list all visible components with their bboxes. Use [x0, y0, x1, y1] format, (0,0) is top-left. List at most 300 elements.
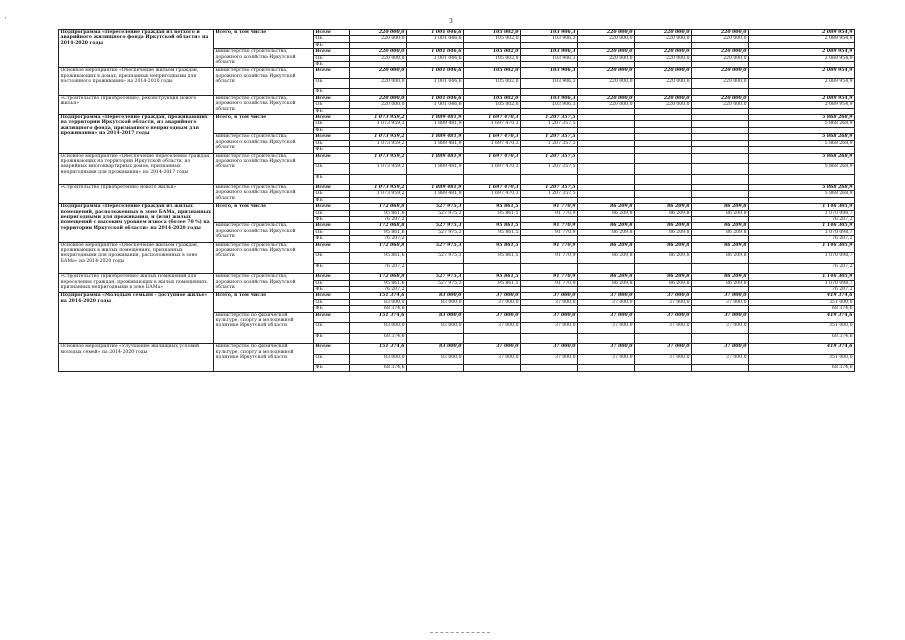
table-row [59, 242, 855, 253]
total-amount-cell: 5 868 268,9 [749, 140, 855, 146]
program-name-cell: Основное мероприятие «Обеспечение переселения граждан, проживающих на территории Иркутской области, из аварийных многоквартирных домов, признанных непригодными для проживания» на 2014-2017 годы [59, 153, 214, 185]
year-amount-cell: 220 000,0 [350, 102, 407, 108]
year-amount-cell: 1 001 046,6 [407, 55, 464, 61]
program-name-cell: Подпрограмма «Переселение граждан из жилых помещений, расположенных в зоне БАМа, признанных непригодными для проживания, и (или) жилых помещений с высоким уровнем износа (более 70 %) на территории Иркутской области» на 2014-2020 годы [59, 204, 214, 242]
funding-source-cell: ФБ [314, 42, 350, 48]
year-amount-cell: 220 000,0 [692, 78, 749, 89]
year-amount-cell: 220 000,0 [578, 102, 635, 108]
year-amount-cell: 220 000,0 [635, 36, 692, 42]
year-amount-cell: 91 770,9 [521, 223, 578, 229]
funding-source-cell: ФБ [314, 286, 350, 292]
year-amount-cell: 527 975,3 [407, 242, 464, 253]
year-amount-cell: 1 207 357,5 [521, 153, 578, 164]
table-row [59, 274, 855, 280]
year-amount-cell: 37 000,0 [635, 293, 692, 299]
funding-source-cell: ОБ [314, 191, 350, 197]
program-name-cell: Подпрограмма «Переселение граждан, проживающих на территории Иркутской области, из аварийного жилищного фонда, признанного непригодным для проживания» на 2014-2017 годы [59, 115, 214, 153]
year-amount-cell: 86 209,8 [578, 223, 635, 229]
year-amount-cell [464, 263, 521, 274]
year-amount-cell: 86 209,8 [692, 274, 749, 280]
total-amount-cell: 2 089 954,9 [749, 68, 855, 79]
year-amount-cell: 220 000,0 [578, 55, 635, 61]
funding-source-cell: ФБ [314, 306, 350, 312]
year-amount-cell: 1 207 357,5 [521, 134, 578, 140]
year-amount-cell [464, 333, 521, 344]
year-amount-cell: 220 000,0 [692, 102, 749, 108]
year-amount-cell: 37 000,0 [578, 312, 635, 323]
year-amount-cell: 86 209,8 [692, 242, 749, 253]
year-amount-cell: 37 000,0 [635, 312, 692, 323]
funding-source-cell: Всего [314, 115, 350, 121]
responsible-executor-cell: министерство строительства, дорожного хозяйства Иркутской области [214, 274, 314, 293]
year-amount-cell: 220 000,0 [692, 36, 749, 42]
year-amount-cell: 103 906,3 [521, 95, 578, 101]
year-amount-cell: 91 770,9 [521, 274, 578, 280]
year-amount-cell: 37 000,0 [635, 323, 692, 334]
year-amount-cell: 1 001 046,6 [407, 102, 464, 108]
year-amount-cell: 37 000,0 [521, 312, 578, 323]
year-amount-cell: 76 207,2 [350, 263, 407, 274]
year-amount-cell: 86 209,8 [692, 204, 749, 210]
year-amount-cell: 105 002,0 [464, 95, 521, 101]
table-row [59, 68, 855, 79]
year-amount-cell: 83 000,0 [407, 299, 464, 305]
year-amount-cell: 220 000,0 [578, 30, 635, 36]
year-amount-cell: 37 000,0 [464, 293, 521, 299]
year-amount-cell: 1 073 959,2 [350, 134, 407, 140]
year-amount-cell [578, 263, 635, 274]
year-amount-cell: 1 889 481,9 [407, 191, 464, 197]
year-amount-cell: 220 000,0 [350, 49, 407, 55]
year-amount-cell: 220 000,0 [350, 78, 407, 89]
funding-source-cell: Всего [314, 95, 350, 101]
year-amount-cell: 37 000,0 [692, 344, 749, 355]
year-amount-cell [578, 174, 635, 185]
funding-source-cell: Всего [314, 204, 350, 210]
funding-source-cell: Всего [314, 242, 350, 253]
year-amount-cell [521, 263, 578, 274]
year-amount-cell: 91 770,9 [521, 229, 578, 235]
funding-source-cell: Всего [314, 49, 350, 55]
year-amount-cell: 95 861,5 [464, 253, 521, 264]
year-amount-cell: 1 697 470,3 [464, 191, 521, 197]
funding-source-cell: ФБ [314, 263, 350, 274]
year-amount-cell: 95 861,6 [350, 229, 407, 235]
total-amount-cell: 5 868 268,9 [749, 185, 855, 191]
program-name-cell: «Строительство (приобретение) нового жилья» [59, 185, 214, 204]
year-amount-cell: 1 889 481,9 [407, 164, 464, 175]
year-amount-cell: 91 770,9 [521, 204, 578, 210]
total-amount-cell: 351 000,0 [749, 299, 855, 305]
year-amount-cell: 83 000,0 [407, 354, 464, 365]
year-amount-cell: 1 001 046,6 [407, 95, 464, 101]
year-amount-cell: 220 000,0 [635, 68, 692, 79]
year-amount-cell: 37 000,0 [578, 323, 635, 334]
year-amount-cell [635, 164, 692, 175]
year-amount-cell: 151 374,6 [350, 344, 407, 355]
year-amount-cell: 220 000,0 [350, 30, 407, 36]
total-amount-cell [749, 174, 855, 185]
funding-source-cell: Всего [314, 30, 350, 36]
year-amount-cell: 91 770,9 [521, 280, 578, 286]
year-amount-cell [635, 263, 692, 274]
program-name-cell: Основное мероприятие «Обеспечение жильем граждан, проживающих в домах, признанных непригодными для постоянного проживания» на 2014-2020 годы [59, 68, 214, 95]
year-amount-cell: 1 697 470,3 [464, 185, 521, 191]
year-amount-cell: 86 209,8 [578, 253, 635, 264]
year-amount-cell: 1 001 046,6 [407, 49, 464, 55]
scan-footer-mark [430, 632, 490, 634]
year-amount-cell: 103 906,3 [521, 49, 578, 55]
responsible-executor-cell: министерство строительства, дорожного хозяйства Иркутской области [214, 49, 314, 68]
budget-table [58, 29, 855, 372]
table-row [59, 204, 855, 210]
scan-mark: ' [5, 17, 7, 24]
total-amount-cell: 419 374,6 [749, 312, 855, 323]
year-amount-cell: 220 000,0 [692, 49, 749, 55]
year-amount-cell: 86 209,8 [635, 210, 692, 216]
year-amount-cell: 1 697 470,3 [464, 140, 521, 146]
year-amount-cell: 151 374,6 [350, 312, 407, 323]
responsible-executor-cell: министерство строительства, дорожного хозяйства Иркутской области [214, 242, 314, 274]
total-amount-cell: 76 207,2 [749, 286, 855, 292]
funding-source-cell: ФБ [314, 127, 350, 133]
total-amount-cell: 76 207,2 [749, 263, 855, 274]
year-amount-cell: 1 697 470,3 [464, 134, 521, 140]
year-amount-cell: 86 209,8 [692, 223, 749, 229]
year-amount-cell [692, 174, 749, 185]
year-amount-cell [635, 174, 692, 185]
year-amount-cell: 76 207,2 [350, 286, 407, 292]
year-amount-cell: 86 209,8 [635, 242, 692, 253]
year-amount-cell: 1 207 357,5 [521, 191, 578, 197]
year-amount-cell: 527 975,3 [407, 280, 464, 286]
year-amount-cell: 1 001 046,6 [407, 30, 464, 36]
total-amount-cell: 2 089 954,9 [749, 95, 855, 101]
funding-source-cell: ОБ [314, 299, 350, 305]
funding-source-cell: ФБ [314, 197, 350, 203]
year-amount-cell: 37 000,0 [464, 299, 521, 305]
year-amount-cell: 91 770,9 [521, 210, 578, 216]
year-amount-cell: 220 000,0 [635, 55, 692, 61]
year-amount-cell: 37 000,0 [521, 354, 578, 365]
year-amount-cell: 105 002,0 [464, 78, 521, 89]
funding-source-cell: ФБ [314, 333, 350, 344]
responsible-executor-cell: министерство строительства, дорожного хозяйства Иркутской области [214, 153, 314, 185]
year-amount-cell: 220 000,0 [635, 95, 692, 101]
year-amount-cell: 1 207 357,5 [521, 140, 578, 146]
year-amount-cell [692, 164, 749, 175]
funding-source-cell: ОБ [314, 78, 350, 89]
year-amount-cell: 86 209,8 [692, 253, 749, 264]
total-amount-cell: 5 868 268,9 [749, 164, 855, 175]
funding-source-cell: Всего [314, 312, 350, 323]
year-amount-cell: 220 000,0 [578, 68, 635, 79]
year-amount-cell: 37 000,0 [635, 354, 692, 365]
year-amount-cell: 527 975,3 [407, 210, 464, 216]
year-amount-cell: 37 000,0 [521, 299, 578, 305]
total-amount-cell: 5 868 268,9 [749, 115, 855, 121]
year-amount-cell: 83 000,0 [350, 323, 407, 334]
responsible-executor-cell: Всего, в том числе [214, 293, 314, 312]
year-amount-cell: 220 000,0 [635, 49, 692, 55]
program-name-cell: Подпрограмма «Молодым семьям - доступное жилье» на 2014-2020 годы [59, 293, 214, 344]
year-amount-cell: 95 861,5 [464, 204, 521, 210]
total-amount-cell: 68 374,6 [749, 333, 855, 344]
table-row [59, 293, 855, 299]
year-amount-cell: 220 000,0 [350, 36, 407, 42]
year-amount-cell: 220 000,0 [635, 78, 692, 89]
year-amount-cell: 1 889 481,9 [407, 185, 464, 191]
year-amount-cell: 1 889 481,9 [407, 121, 464, 127]
year-amount-cell: 1 889 481,9 [407, 134, 464, 140]
funding-source-cell: ОБ [314, 121, 350, 127]
funding-source-cell: ФБ [314, 174, 350, 185]
year-amount-cell: 95 861,5 [464, 210, 521, 216]
year-amount-cell: 1 073 959,2 [350, 185, 407, 191]
funding-source-cell: ФБ [314, 236, 350, 242]
table-row [59, 344, 855, 355]
funding-source-cell: Всего [314, 344, 350, 355]
year-amount-cell [635, 153, 692, 164]
program-name-cell: Основное мероприятие «Улучшение жилищных условий молодых семей» на 2014-2020 годы [59, 344, 214, 371]
year-amount-cell [578, 153, 635, 164]
program-name-cell: Подпрограмма «Переселение граждан из ветхого и аварийного жилищного фонда Иркутской области» на 2014-2020 годы [59, 30, 214, 68]
responsible-executor-cell: министерство по физической культуре, спорту и молодежной политике Иркутской области [214, 344, 314, 371]
year-amount-cell: 172 068,8 [350, 274, 407, 280]
year-amount-cell [407, 263, 464, 274]
year-amount-cell: 1 697 470,3 [464, 164, 521, 175]
year-amount-cell: 95 861,6 [350, 280, 407, 286]
funding-source-cell: ОБ [314, 55, 350, 61]
year-amount-cell: 86 209,8 [578, 204, 635, 210]
responsible-executor-cell: Всего, в том числе [214, 115, 314, 134]
total-amount-cell: 2 089 954,9 [749, 36, 855, 42]
total-amount-cell: 419 374,6 [749, 293, 855, 299]
funding-source-cell: ФБ [314, 62, 350, 68]
funding-source-cell: ФБ [314, 365, 350, 371]
year-amount-cell: 527 975,3 [407, 253, 464, 264]
year-amount-cell: 172 068,8 [350, 223, 407, 229]
funding-source-cell: ОБ [314, 164, 350, 175]
year-amount-cell: 86 209,8 [578, 242, 635, 253]
year-amount-cell: 1 697 470,3 [464, 121, 521, 127]
year-amount-cell: 105 002,0 [464, 55, 521, 61]
year-amount-cell: 37 000,0 [578, 299, 635, 305]
total-amount-cell: 351 000,0 [749, 354, 855, 365]
total-amount-cell: 76 207,2 [749, 217, 855, 223]
total-amount-cell: 2 089 954,9 [749, 30, 855, 36]
total-amount-cell: 1 146 305,9 [749, 223, 855, 229]
funding-source-cell: Всего [314, 223, 350, 229]
year-amount-cell: 103 906,3 [521, 30, 578, 36]
year-amount-cell: 86 209,8 [635, 274, 692, 280]
year-amount-cell [407, 365, 464, 371]
year-amount-cell: 95 861,5 [464, 223, 521, 229]
total-amount-cell: 2 089 954,9 [749, 102, 855, 108]
total-amount-cell: 68 374,6 [749, 306, 855, 312]
year-amount-cell: 86 209,8 [635, 280, 692, 286]
year-amount-cell: 1 073 959,2 [350, 153, 407, 164]
year-amount-cell: 86 209,8 [692, 280, 749, 286]
year-amount-cell [692, 333, 749, 344]
year-amount-cell: 1 073 959,2 [350, 164, 407, 175]
year-amount-cell: 527 975,3 [407, 274, 464, 280]
total-amount-cell: 1 070 098,7 [749, 210, 855, 216]
total-amount-cell: 68 374,6 [749, 365, 855, 371]
year-amount-cell: 151 374,6 [350, 293, 407, 299]
funding-source-cell: Всего [314, 274, 350, 280]
table-row [59, 30, 855, 36]
year-amount-cell: 37 000,0 [464, 344, 521, 355]
total-amount-cell: 1 146 305,9 [749, 274, 855, 280]
year-amount-cell: 83 000,0 [350, 299, 407, 305]
program-name-cell: «Строительство (приобретение), реконструкция нового жилья» [59, 95, 214, 114]
year-amount-cell: 37 000,0 [692, 323, 749, 334]
year-amount-cell: 220 000,0 [578, 78, 635, 89]
year-amount-cell: 103 906,3 [521, 68, 578, 79]
responsible-executor-cell: Всего, в том числе [214, 204, 314, 223]
year-amount-cell: 86 209,8 [635, 253, 692, 264]
year-amount-cell: 76 207,2 [350, 236, 407, 242]
year-amount-cell [692, 365, 749, 371]
funding-source-cell: Всего [314, 293, 350, 299]
year-amount-cell: 86 209,8 [692, 210, 749, 216]
year-amount-cell: 37 000,0 [692, 293, 749, 299]
funding-source-cell: Всего [314, 185, 350, 191]
total-amount-cell: 5 868 268,9 [749, 191, 855, 197]
year-amount-cell: 220 000,0 [350, 55, 407, 61]
year-amount-cell: 95 861,5 [464, 280, 521, 286]
program-name-cell: «Строительство (приобретение) жилых помещений для переселения граждан, проживающих в жилых помещениях, признанных непригодными в зоне БАМа» [59, 274, 214, 293]
funding-source-cell: Всего [314, 134, 350, 140]
year-amount-cell [464, 174, 521, 185]
year-amount-cell: 220 000,0 [578, 36, 635, 42]
responsible-executor-cell: министерство строительства, дорожного хозяйства Иркутской области [214, 223, 314, 242]
responsible-executor-cell: министерство по физической культуре, спорту и молодежной политике Иркутской области [214, 312, 314, 344]
year-amount-cell [464, 365, 521, 371]
year-amount-cell [521, 333, 578, 344]
funding-source-cell: ОБ [314, 140, 350, 146]
year-amount-cell: 83 000,0 [407, 312, 464, 323]
year-amount-cell: 86 209,8 [692, 229, 749, 235]
year-amount-cell: 1 697 470,3 [464, 153, 521, 164]
funding-source-cell: ОБ [314, 36, 350, 42]
year-amount-cell: 37 000,0 [464, 354, 521, 365]
year-amount-cell: 1 889 481,9 [407, 115, 464, 121]
year-amount-cell: 37 000,0 [464, 323, 521, 334]
year-amount-cell: 37 000,0 [635, 299, 692, 305]
year-amount-cell: 95 861,5 [464, 242, 521, 253]
year-amount-cell: 68 374,6 [350, 365, 407, 371]
year-amount-cell: 1 001 046,6 [407, 68, 464, 79]
year-amount-cell: 83 000,0 [407, 293, 464, 299]
year-amount-cell: 220 000,0 [692, 68, 749, 79]
funding-source-cell: ОБ [314, 253, 350, 264]
year-amount-cell: 37 000,0 [578, 354, 635, 365]
funding-source-cell: ОБ [314, 280, 350, 286]
year-amount-cell: 83 000,0 [350, 354, 407, 365]
year-amount-cell: 86 209,8 [578, 229, 635, 235]
year-amount-cell: 86 209,8 [635, 223, 692, 229]
funding-source-cell: ФБ [314, 108, 350, 114]
responsible-executor-cell: министерство строительства, дорожного хозяйства Иркутской области [214, 185, 314, 204]
funding-source-cell: ОБ [314, 354, 350, 365]
year-amount-cell [578, 333, 635, 344]
total-amount-cell: 351 000,0 [749, 323, 855, 334]
year-amount-cell: 95 861,6 [350, 253, 407, 264]
table-row [59, 95, 855, 101]
year-amount-cell: 105 002,0 [464, 68, 521, 79]
funding-source-cell: Всего [314, 68, 350, 79]
year-amount-cell: 83 000,0 [407, 344, 464, 355]
year-amount-cell: 220 000,0 [692, 30, 749, 36]
year-amount-cell: 103 906,3 [521, 55, 578, 61]
year-amount-cell: 68 374,6 [350, 333, 407, 344]
year-amount-cell: 1 207 357,5 [521, 185, 578, 191]
page-number: 3 [449, 18, 453, 25]
year-amount-cell: 37 000,0 [521, 344, 578, 355]
year-amount-cell: 1 001 046,6 [407, 36, 464, 42]
year-amount-cell: 105 002,0 [464, 30, 521, 36]
year-amount-cell: 220 000,0 [692, 55, 749, 61]
year-amount-cell [692, 263, 749, 274]
year-amount-cell: 105 002,0 [464, 102, 521, 108]
year-amount-cell [521, 174, 578, 185]
funding-source-cell: Всего [314, 153, 350, 164]
year-amount-cell: 1 073 959,2 [350, 121, 407, 127]
year-amount-cell: 91 770,9 [521, 253, 578, 264]
total-amount-cell: 5 868 268,9 [749, 153, 855, 164]
year-amount-cell: 95 861,5 [464, 229, 521, 235]
total-amount-cell: 2 089 954,9 [749, 55, 855, 61]
year-amount-cell [407, 333, 464, 344]
year-amount-cell: 37 000,0 [521, 323, 578, 334]
year-amount-cell: 76 207,2 [350, 217, 407, 223]
responsible-executor-cell: министерство строительства, дорожного хозяйства Иркутской области [214, 134, 314, 153]
year-amount-cell: 37 000,0 [635, 344, 692, 355]
year-amount-cell: 220 000,0 [635, 30, 692, 36]
year-amount-cell [635, 333, 692, 344]
year-amount-cell: 105 002,0 [464, 36, 521, 42]
year-amount-cell: 103 906,3 [521, 78, 578, 89]
year-amount-cell [407, 174, 464, 185]
year-amount-cell: 105 002,0 [464, 49, 521, 55]
total-amount-cell: 5 868 268,9 [749, 134, 855, 140]
year-amount-cell: 220 000,0 [578, 49, 635, 55]
funding-source-cell: ОБ [314, 102, 350, 108]
program-name-cell: Основное мероприятие «Обеспечение жильем граждан, проживающих в жилых помещениях, признанных непригодными для проживания, расположенных в зоне БАМа» на 2014-2020 годы [59, 242, 214, 274]
responsible-executor-cell: министерство строительства, дорожного хозяйства Иркутской области [214, 68, 314, 95]
year-amount-cell: 91 770,9 [521, 242, 578, 253]
total-amount-cell: 1 070 098,7 [749, 280, 855, 286]
year-amount-cell [350, 174, 407, 185]
year-amount-cell: 220 000,0 [578, 95, 635, 101]
year-amount-cell [521, 365, 578, 371]
year-amount-cell: 37 000,0 [578, 293, 635, 299]
funding-source-cell: ОБ [314, 210, 350, 216]
total-amount-cell: 76 207,2 [749, 236, 855, 242]
year-amount-cell: 37 000,0 [578, 344, 635, 355]
year-amount-cell: 1 207 357,5 [521, 164, 578, 175]
funding-source-cell: ФБ [314, 147, 350, 153]
total-amount-cell: 2 089 954,9 [749, 78, 855, 89]
year-amount-cell: 86 209,8 [578, 280, 635, 286]
total-amount-cell: 2 089 954,9 [749, 49, 855, 55]
total-amount-cell: 1 146 305,9 [749, 242, 855, 253]
year-amount-cell: 220 000,0 [350, 68, 407, 79]
year-amount-cell: 95 861,6 [350, 210, 407, 216]
year-amount-cell: 37 000,0 [692, 312, 749, 323]
